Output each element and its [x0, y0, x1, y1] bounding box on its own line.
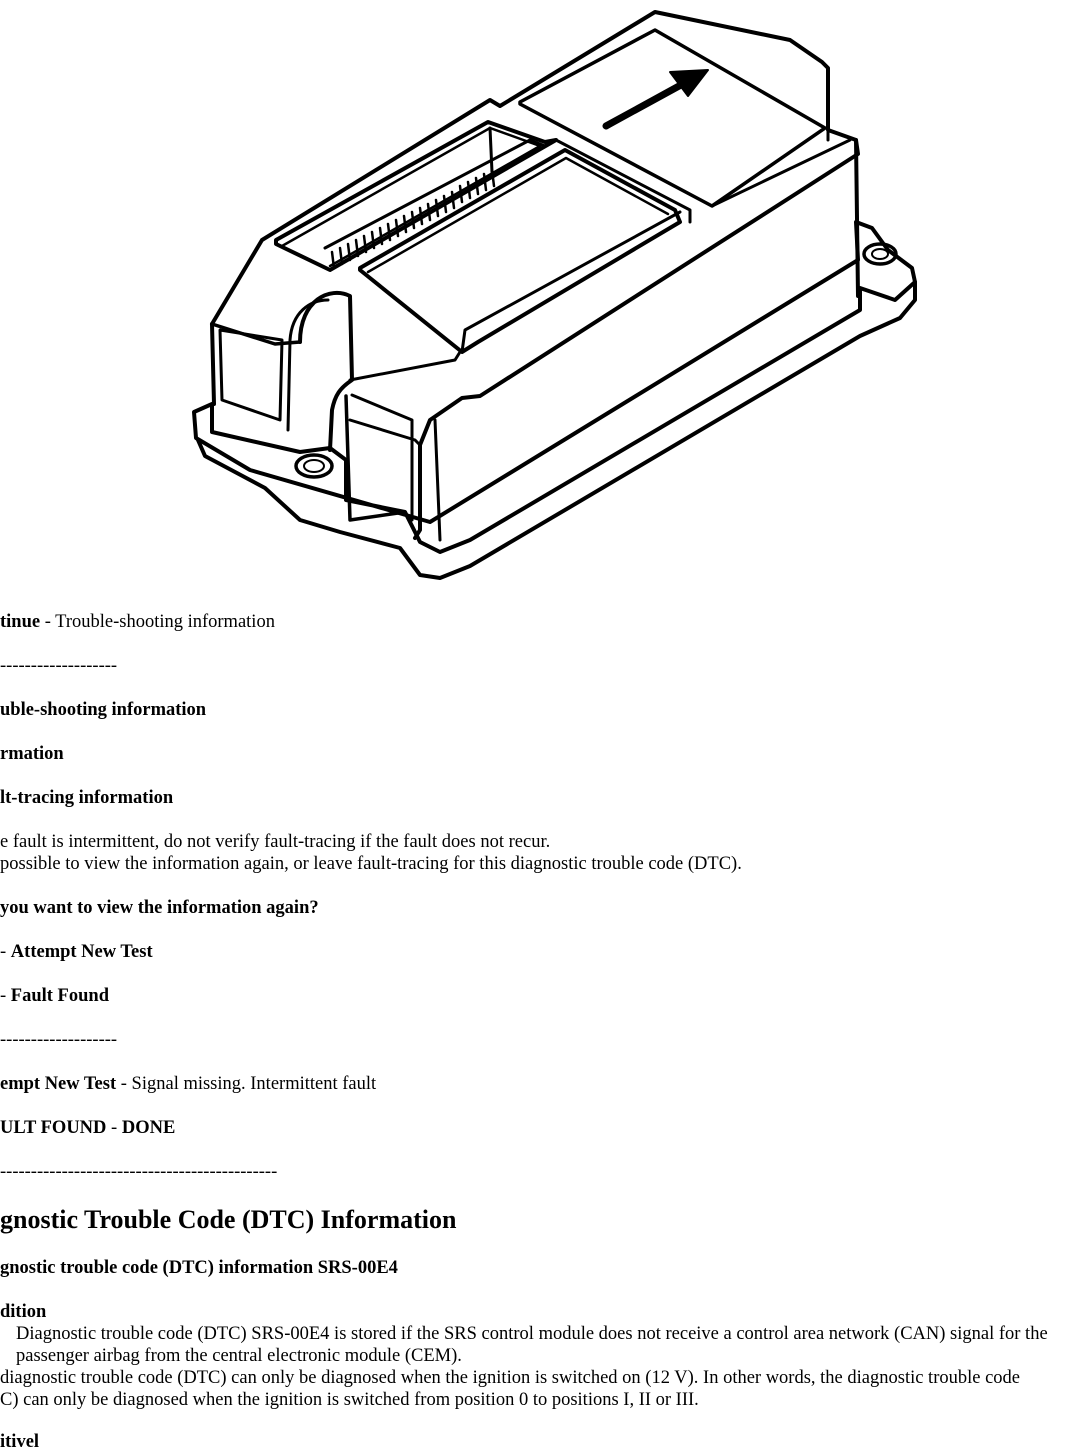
- arrow-icon: [606, 80, 690, 126]
- label-panel: [520, 30, 825, 206]
- dtc-subheading: gnostic trouble code (DTC) information SRS-00E4: [0, 1258, 398, 1278]
- option-label[interactable]: Attempt New Test: [10, 942, 153, 962]
- base-flange: [194, 222, 915, 552]
- fault-tracing-title: lt-tracing information: [0, 788, 174, 808]
- info-title: rmation: [0, 744, 64, 764]
- option-attempt-new-test[interactable]: [0, 941, 153, 963]
- condition-text: diagnostic trouble code (DTC) can only be diagnosed when the ignition is switched on (12 V). In other words, the diagnostic trouble code: [0, 1368, 1021, 1388]
- question: you want to view the information again?: [0, 898, 319, 918]
- body-text: e fault is intermittent, do not verify fault-tracing if the fault does not recur.: [0, 832, 551, 852]
- cable-channel: [300, 293, 352, 450]
- fault-found-label: ULT FOUND: [0, 1118, 107, 1138]
- option-label[interactable]: Fault Found: [10, 986, 109, 1006]
- cut-off-heading: itivel: [0, 1432, 40, 1452]
- body-text: possible to view the information again, or leave fault-tracing for this diagnostic trouble code (DTC).: [0, 854, 742, 874]
- continue-line: [0, 611, 275, 633]
- continue-label: tinue: [0, 612, 41, 632]
- separator: -------------------: [0, 1030, 118, 1050]
- condition-text: C) can only be diagnosed when the ignition is switched from position 0 to positions I, II or III.: [0, 1390, 699, 1410]
- done-label: DONE: [121, 1118, 176, 1138]
- attempt-new-test-line: [0, 1073, 376, 1095]
- condition-text: Diagnostic trouble code (DTC) SRS-00E4 is stored if the SRS control module does not receive a control area network (CAN) signal for the: [16, 1324, 1048, 1344]
- option-prefix: -: [0, 942, 11, 962]
- fault-found-done-line: [0, 1117, 175, 1139]
- condition-title: dition: [0, 1302, 47, 1322]
- attempt-new-test-label: empt New Test: [0, 1074, 117, 1094]
- continue-text: - Trouble-shooting information: [40, 612, 275, 632]
- condition-text: passenger airbag from the central electronic module (CEM).: [16, 1346, 462, 1366]
- dtc-heading: gnostic Trouble Code (DTC) Information: [0, 1205, 457, 1234]
- option-fault-found[interactable]: [0, 985, 109, 1007]
- dash: -: [106, 1118, 122, 1138]
- section-title: uble-shooting information: [0, 700, 207, 720]
- separator: ---------------------------------------------: [0, 1162, 278, 1182]
- control-module-illustration: [0, 0, 1089, 590]
- separator: -------------------: [0, 656, 118, 676]
- option-prefix: -: [0, 986, 11, 1006]
- mounting-hole-left: [296, 455, 332, 477]
- attempt-new-test-text: - Signal missing. Intermittent fault: [116, 1074, 377, 1094]
